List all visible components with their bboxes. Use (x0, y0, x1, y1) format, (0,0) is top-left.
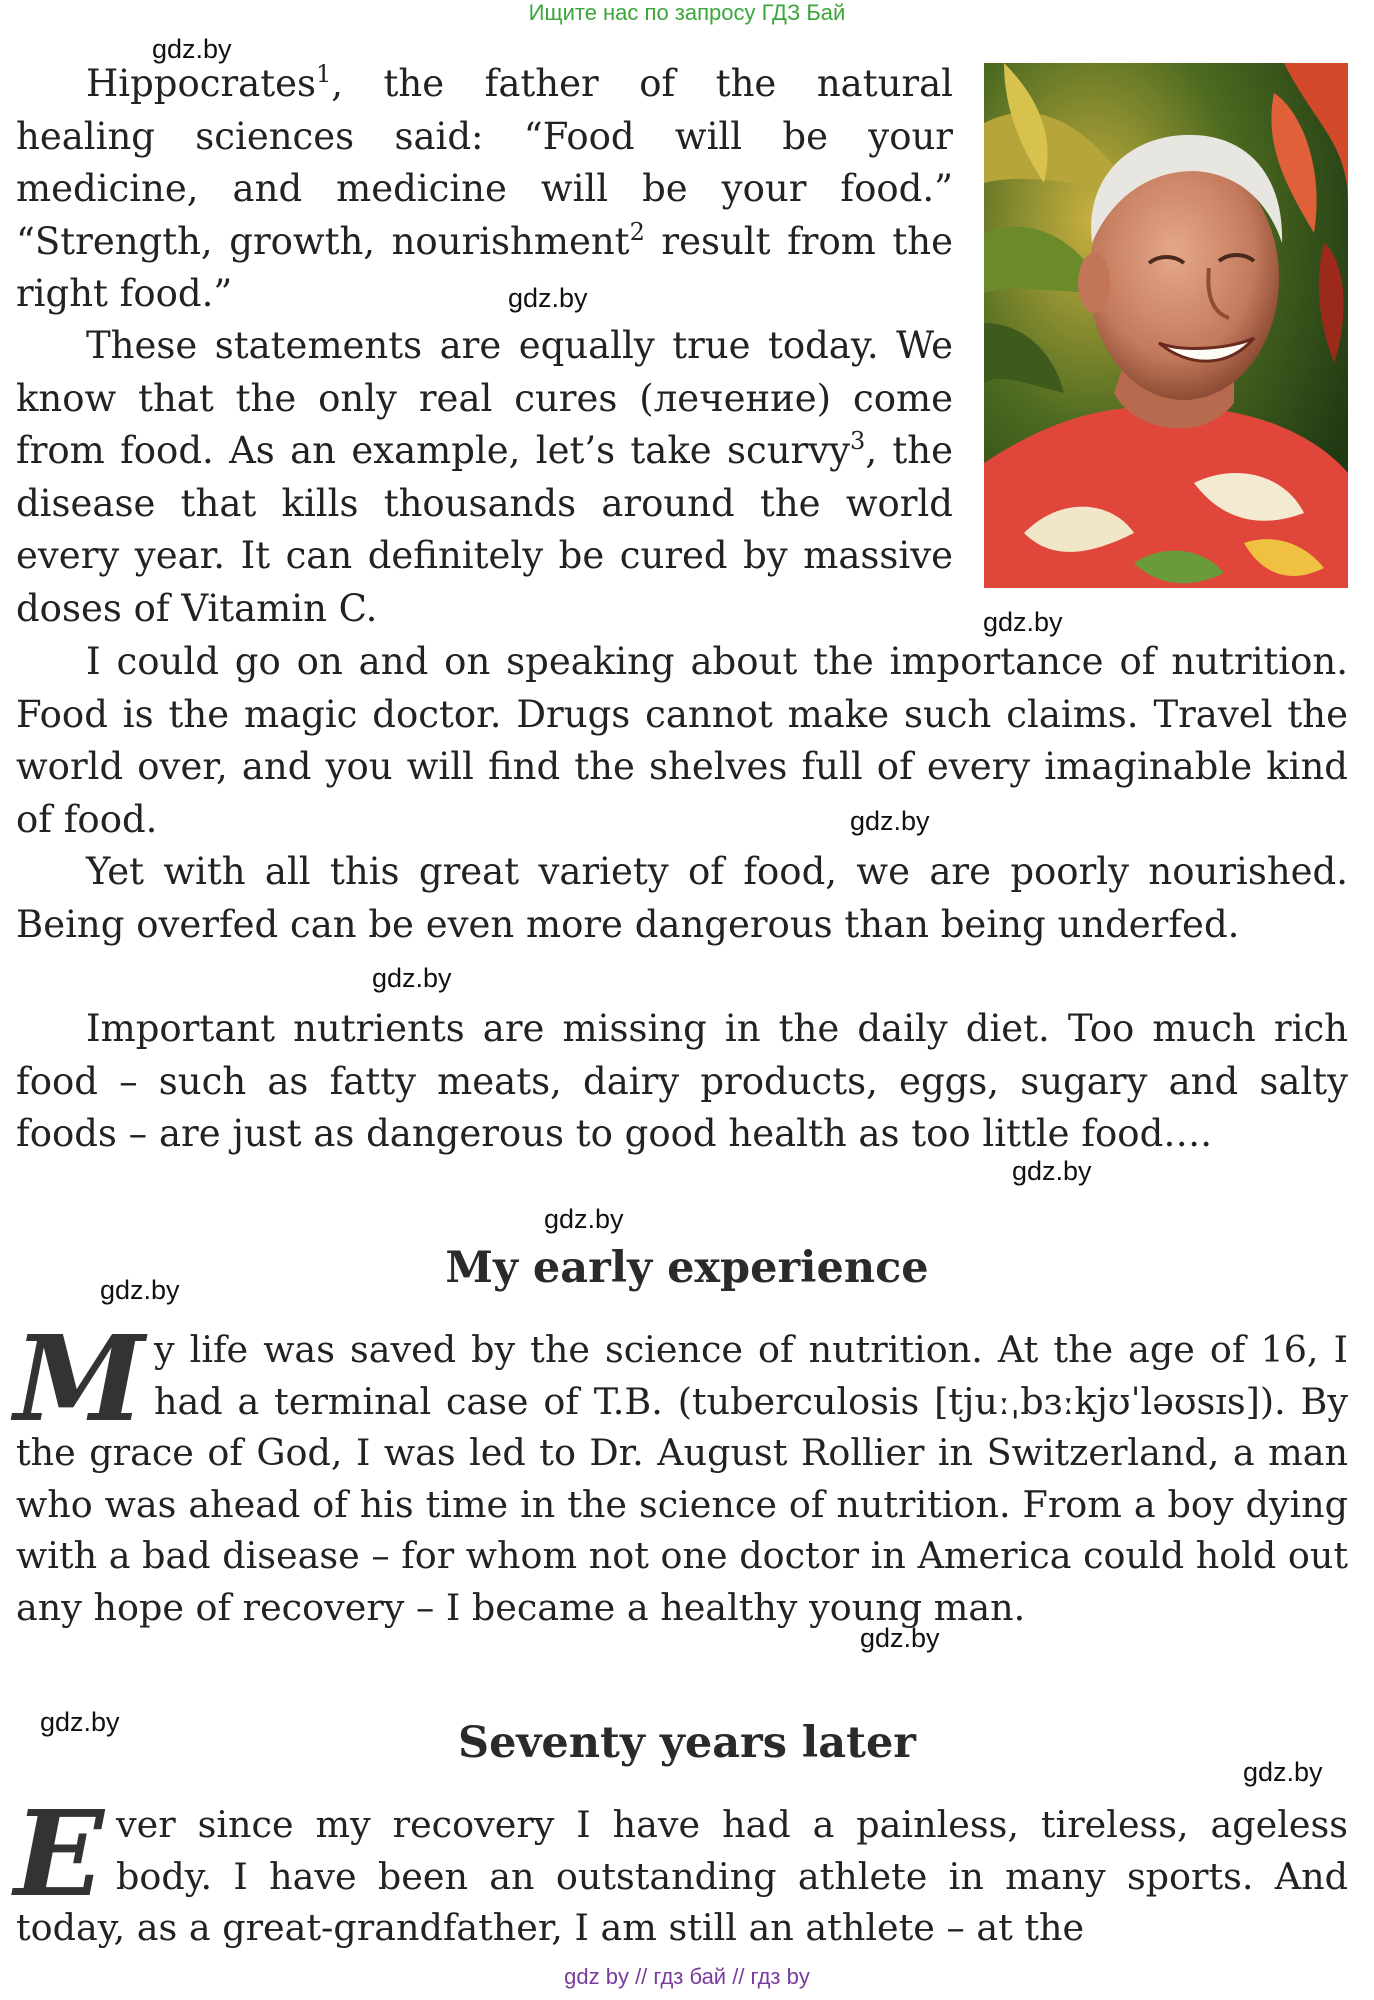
watermark: gdz.by (850, 806, 930, 836)
intro-paragraph-4: Yet with all this great variety of food, we are poorly nourished. Being overfed can be even more dangerous than being underfed. (16, 850, 1348, 946)
watermark: gdz.by (508, 283, 588, 313)
portrait-illustration (984, 63, 1348, 588)
text-scurvy: , the disease that kills thousands around the world every year. It can definitely be cured by massive doses of Vitamin C. (16, 429, 953, 630)
footnote-mark-1: 1 (315, 60, 332, 88)
watermark: gdz.by (544, 1204, 624, 1234)
dropcap-m: M (14, 1309, 145, 1448)
watermark: gdz.by (1243, 1757, 1323, 1787)
watermark: gdz.by (1012, 1156, 1092, 1186)
text-quote: , the father of the natural healing sciences said: “Food will be your medicine, and medicine will be your food.” “Strength, growth, nourishment (16, 62, 953, 263)
section1-paragraph (16, 1324, 1348, 1633)
section1-text: y life was saved by the science of nutrition. At the age of 16, I had a terminal case of T.B. (tuberculosis [tjuːˌbɜːkjʊˈləʊsɪs]). By the grace of God, I was led to Dr. August Rollier in Switzerland, a man who was ahead of his time in the science of nutrition. From a boy dying with a bad disease – for whom not one doctor in America could hold out any hope of recovery – I became a healthy young man. (16, 1328, 1348, 1629)
section2-text: ver since my recovery I have had a painless, tireless, ageless body. I have been an outstanding athlete in many sports. And today, as a great-grandfather, I am still an athlete – at the (16, 1803, 1348, 1949)
intro-paragraph-1 (16, 58, 953, 321)
watermark: gdz.by (40, 1707, 120, 1737)
footnote-mark-3: 3 (850, 427, 866, 455)
watermark: gdz.by (372, 963, 452, 993)
top-banner[interactable]: Ищите нас по запросу ГДЗ Бай (528, 0, 846, 25)
watermark: gdz.by (100, 1275, 180, 1305)
section2-paragraph (16, 1799, 1348, 1954)
section-heading-early-experience: My early experience (445, 1243, 929, 1293)
dropcap-spacer (16, 1324, 154, 1422)
watermark: gdz.by (860, 1623, 940, 1653)
intro-paragraph-5: Important nutrients are missing in the daily diet. Too much rich food – such as fatty meats, dairy products, eggs, sugary and salty foods – are just as dangerous to good health as too little food…. (16, 1007, 1348, 1155)
text-statements: These statements are equally true today. We know that the only real cures (лечение) come from food. As an example, let’s take scurvy (16, 324, 953, 472)
dropcap-e: E (14, 1784, 104, 1923)
footnote-mark-2: 2 (629, 217, 645, 246)
footer-links[interactable]: gdz by // гдз бай // гдз by (564, 1964, 810, 1989)
text-result: result from the right food.” (16, 219, 953, 315)
intro-paragraph-2 (16, 320, 953, 635)
portrait-photo (984, 63, 1348, 588)
watermark: gdz.by (983, 607, 1063, 637)
intro-paragraph-3: I could go on and on speaking about the importance of nutrition. Food is the magic doctor. Drugs cannot make such claims. Travel the world over, and you will find the shelves full of every imaginable kind of food. (16, 640, 1348, 841)
dropcap-spacer (16, 1799, 116, 1897)
text-hippocrates: Hippocrates (86, 62, 316, 105)
section-heading-seventy-years-later: Seventy years later (458, 1718, 916, 1768)
watermark: gdz.by (152, 34, 232, 64)
